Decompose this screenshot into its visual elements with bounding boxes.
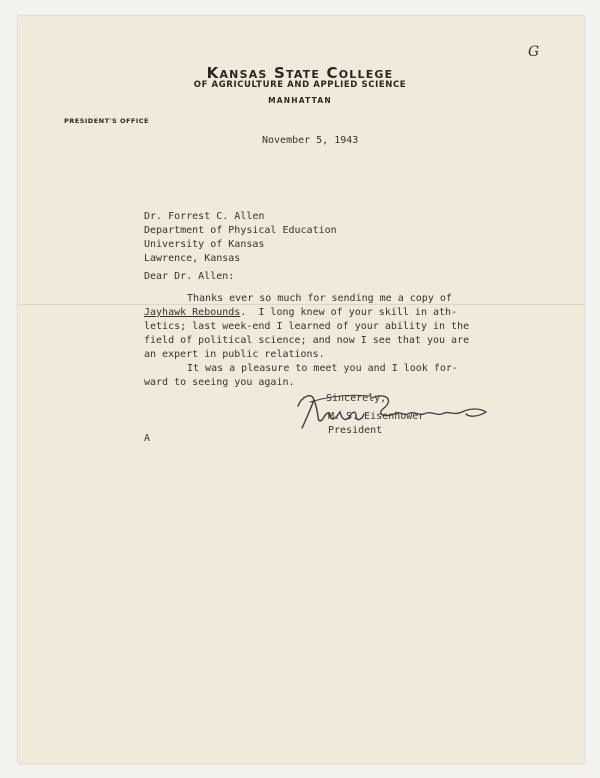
recipient-name: Dr. Forrest C. Allen bbox=[144, 211, 265, 222]
body-line: letics; last week-end I learned of your ability in the bbox=[144, 321, 470, 332]
corner-mark: G bbox=[528, 44, 540, 60]
typist-initial: A bbox=[144, 433, 151, 444]
recipient-institution: University of Kansas bbox=[144, 239, 265, 250]
signer-name: M. S. Eisenhower bbox=[328, 411, 425, 422]
recipient-department: Department of Physical Education bbox=[144, 225, 337, 236]
handwritten-signature bbox=[290, 384, 500, 434]
body-line: It was a pleasure to meet you and I look for- bbox=[187, 363, 458, 374]
college-subtitle: OF AGRICULTURE AND APPLIED SCIENCE bbox=[193, 80, 407, 90]
recipient-city: Lawrence, Kansas bbox=[144, 253, 241, 264]
body-line: ward to seeing you again. bbox=[144, 377, 295, 388]
body-line: field of political science; and now I see that you are bbox=[144, 335, 470, 346]
body-line: an expert in public relations. bbox=[144, 349, 325, 360]
college-name-text: Kansas State College bbox=[206, 64, 394, 82]
salutation: Dear Dr. Allen: bbox=[144, 271, 235, 282]
letter-date: November 5, 1943 bbox=[262, 135, 359, 146]
presidents-office-label: PRESIDENT'S OFFICE bbox=[64, 117, 149, 125]
book-title: Jayhawk Rebounds bbox=[144, 307, 241, 318]
body-line-rest: . I long knew of your skill in ath- bbox=[240, 307, 458, 318]
college-city: MANHATTAN bbox=[268, 96, 332, 105]
signer-title: President bbox=[328, 425, 383, 436]
closing: Sincerely, bbox=[326, 393, 387, 404]
body-line bbox=[144, 306, 457, 320]
body-line: Thanks ever so much for sending me a copy of bbox=[187, 293, 452, 304]
